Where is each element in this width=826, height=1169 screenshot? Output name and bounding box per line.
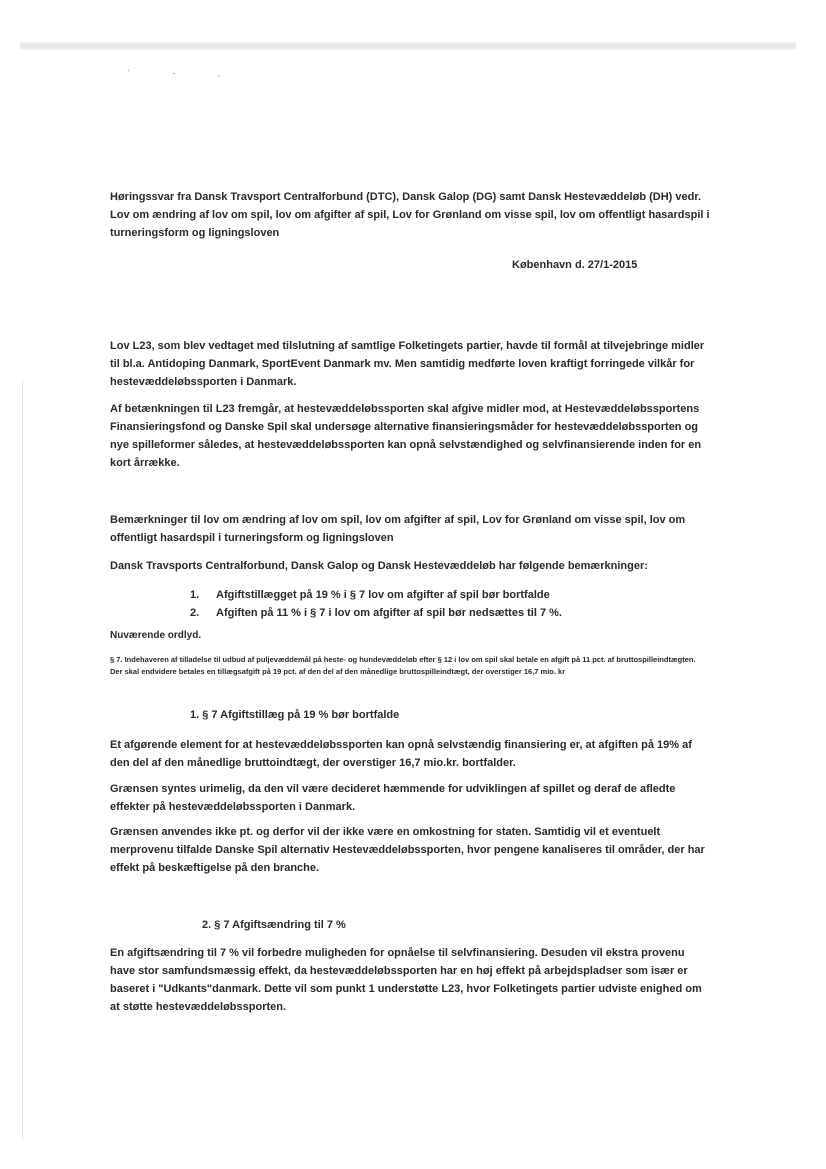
section-1-heading: 1. § 7 Afgiftstillæg på 19 % bør bortfalde (190, 709, 400, 721)
list-item-number: 2. (190, 607, 200, 619)
remarks-intro: Dansk Travsports Centralforbund, Dansk Galop og Dansk Hestevæddeløb har følgende bemærkninger: (110, 560, 648, 572)
paragraph-section-1-a: Et afgørende element for at hestevæddeløbssporten kan opnå selvstændig finansiering er, at afgiften på 19% af den del af den månedlige bruttoindtægt, der overstiger 16,7 mio.kr. bortfalder. (110, 739, 692, 769)
paragraph-section-1-b: Grænsen syntes urimelig, da den vil være decideret hæmmende for udviklingen af spillet og deraf de afledte effekter på hestevæddeløbssporten i Danmark. (110, 783, 676, 813)
list-item-number: 1. (190, 589, 200, 601)
paragraph-section-2: En afgiftsændring til 7 % vil forbedre muligheden for opnåelse til selvfinansiering. Desuden vil ekstra provenu have stor samfundsmæssig effekt, da hestevæddeløbssporten har en høj effekt på arbejdspladser som især er baseret i "Udkants"danmark. Dette vil som punkt 1 understøtte L23, hvor Folketingets partier udviste enighed om at støtte hestevæddeløbssporten. (110, 947, 702, 1013)
scan-edge-left (22, 380, 23, 1140)
document-date: København d. 27/1-2015 (512, 259, 638, 271)
section-2-heading: 2. § 7 Afgiftsændring til 7 % (202, 919, 346, 931)
current-wording-label: Nuværende ordlyd. (110, 630, 202, 641)
paragraph-l23-intro: Lov L23, som blev vedtaget med tilslutning af samtlige Folketingets partier, havde til formål at tilvejebringe midler til bl.a. Antidoping Danmark, SportEvent Danmark mv. Men samtidig medførte loven kraftigt forringede vilkår for hestevæddeløbssporten i Danmark. (110, 340, 705, 388)
remarks-title: Bemærkninger til lov om ændring af lov om spil, lov om afgifter af spil, Lov for Grønland om visse spil, lov om offentligt hasardspil i turneringsform og ligningsloven (110, 514, 686, 544)
remarks-list (110, 586, 562, 622)
scan-edge-top (20, 42, 796, 50)
list-item (190, 604, 562, 622)
list-item-text: Afgiften på 11 % i § 7 i lov om afgifter af spil bør nedsættes til 7 %. (216, 607, 562, 619)
list-item-text: Afgiftstillægget på 19 % i § 7 lov om afgifter af spil bør bortfalde (216, 589, 550, 601)
scan-specks: ' - , (128, 68, 241, 78)
document-heading: Høringssvar fra Dansk Travsport Centralforbund (DTC), Dansk Galop (DG) samt Dansk Hestevæddeløb (DH) vedr. Lov om ændring af lov om spil, lov om afgifter af spil, Lov for Grønland om visse spil, lov om offentligt hasardspil i turneringsform og ligningsloven (110, 191, 710, 239)
paragraph-section-1-c: Grænsen anvendes ikke pt. og derfor vil der ikke være en omkostning for staten. Samtidig vil et eventuelt merprovenu tilfalde Danske Spil alternativ Hestevæddeløbssporten, hvor pengene kanaliseres til områder, der har effekt på beskæftigelse på den branche. (110, 826, 705, 874)
paragraph-betaenkning: Af betænkningen til L23 fremgår, at hestevæddeløbssporten skal afgive midler mod, at Hestevæddeløbssportens Finansieringsfond og Danske Spil skal undersøge alternative finansieringsmåder for hestevæddeløbssporten og nye spilleformer således, at hestevæddeløbssporten kan opnå selvstændighed og selvfinansierende inden for en kort årrække. (110, 403, 702, 469)
current-wording-text: § 7. Indehaveren af tilladelse til udbud af puljevæddemål på heste- og hundevæddeløb efter § 12 i lov om spil skal betale en afgift på 11 pct. af bruttospilleindtægten. Der skal endvidere betales en tillægsafgift på 19 pct. af den del af den månedlige bruttospilleindtægt, der overstiger 16,7 mio. kr (110, 655, 696, 676)
list-item (190, 586, 562, 604)
